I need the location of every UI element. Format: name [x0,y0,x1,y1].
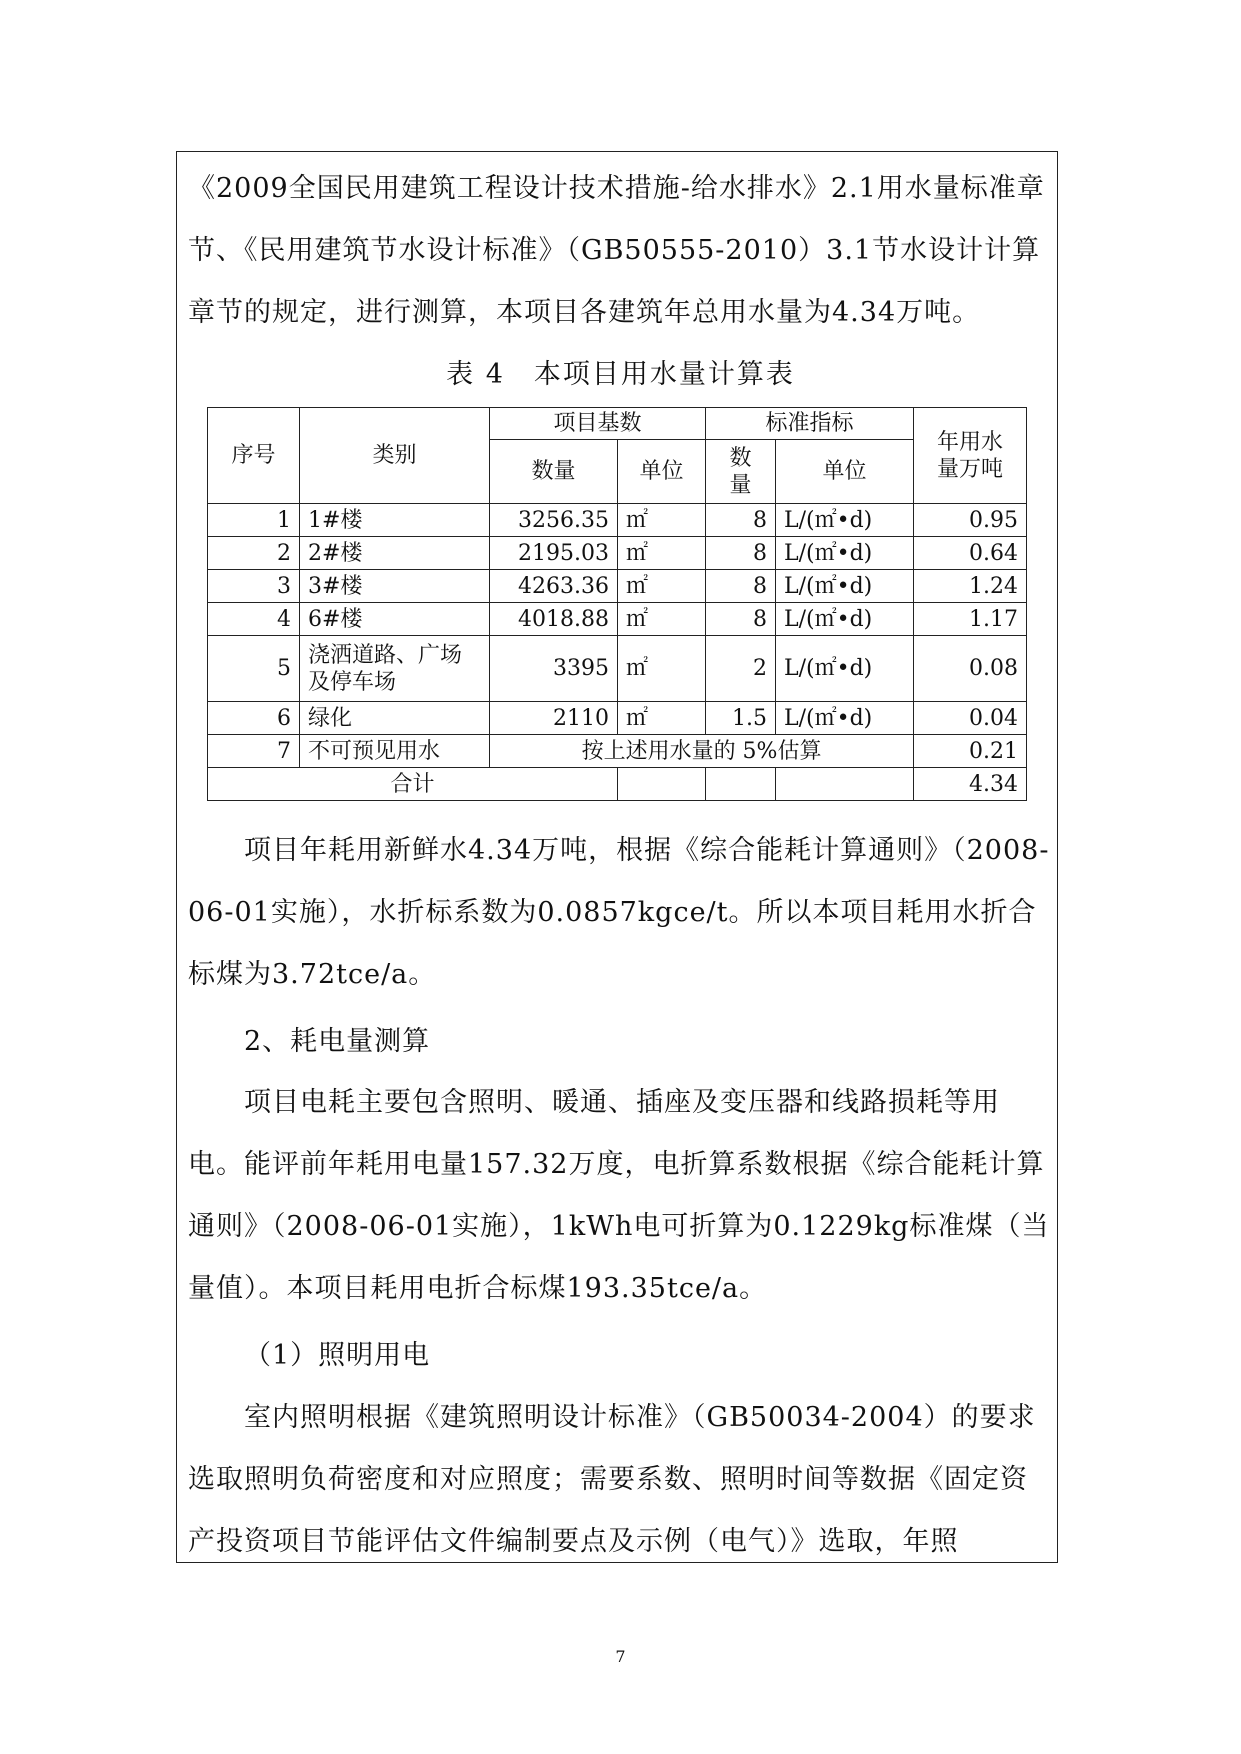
cell-qty: 3256.35 [490,504,618,537]
cell-std-qty: 8 [706,570,776,603]
electric-heading: 2、耗电量测算 [244,1026,431,1057]
table-row-total [208,768,1027,801]
header-std-qty: 数量 [706,440,776,504]
total-empty-cell [618,768,706,801]
table-row-unforeseen [208,735,1027,768]
header-std-group: 标准指标 [706,408,914,440]
cell-std-qty: 8 [706,603,776,636]
cell-std-qty: 2 [706,636,776,702]
cell-estimate-note: 按上述用水量的 5%估算 [490,735,914,768]
water-paragraph: 项目年耗用新鲜水4.34万吨，根据《综合能耗计算通则》（2008-06-01实施），水折标系数为0.0857kgce/t。所以本项目耗用水折合标煤为3.72tce/a。 [188,835,1050,990]
table-row [208,636,1027,702]
header-annual: 年用水量万吨 [914,408,1027,504]
cell-annual: 0.95 [914,504,1027,537]
header-base-group: 项目基数 [490,408,706,440]
cell-seq: 4 [208,603,300,636]
cell-annual: 0.08 [914,636,1027,702]
cell-std-unit: L/(㎡•d) [776,702,914,735]
cell-std-unit: L/(㎡•d) [776,636,914,702]
cell-std-unit: L/(㎡•d) [776,570,914,603]
cell-category: 不可预见用水 [300,735,490,768]
cell-qty: 4263.36 [490,570,618,603]
water-usage-table [207,407,1027,801]
cell-category: 2#楼 [300,537,490,570]
total-annual: 4.34 [914,768,1027,801]
table-row [208,702,1027,735]
cell-seq: 1 [208,504,300,537]
total-empty-cell [776,768,914,801]
lighting-heading: （1）照明用电 [244,1340,431,1371]
table-row [208,537,1027,570]
page-number: 7 [615,1647,626,1666]
cell-seq: 2 [208,537,300,570]
cell-seq: 6 [208,702,300,735]
cell-std-unit: L/(㎡•d) [776,603,914,636]
cell-qty: 2110 [490,702,618,735]
table-row [208,504,1027,537]
cell-seq: 7 [208,735,300,768]
total-empty-cell [706,768,776,801]
header-category: 类别 [300,408,490,504]
cell-category: 浇洒道路、广场及停车场 [300,636,490,702]
table-caption: 表 4 本项目用水量计算表 [446,359,795,390]
cell-seq: 5 [208,636,300,702]
header-seq: 序号 [208,408,300,504]
total-label: 合计 [208,768,618,801]
cell-annual: 1.17 [914,603,1027,636]
cell-unit: ㎡ [618,570,706,603]
cell-qty: 2195.03 [490,537,618,570]
table-row [208,603,1027,636]
cell-unit: ㎡ [618,537,706,570]
cell-category: 绿化 [300,702,490,735]
cell-std-qty: 8 [706,504,776,537]
cell-unit: ㎡ [618,504,706,537]
cell-std-unit: L/(㎡•d) [776,504,914,537]
cell-unit: ㎡ [618,702,706,735]
intro-paragraph: 《2009全国民用建筑工程设计技术措施-给水排水》2.1用水量标准章节、《民用建筑节水设计标准》（GB50555-2010）3.1节水设计计算章节的规定，进行测算，本项目各建筑年总用水量为4.34万吨。 [188,173,1045,328]
cell-seq: 3 [208,570,300,603]
table-row [208,570,1027,603]
cell-annual: 0.04 [914,702,1027,735]
cell-category: 3#楼 [300,570,490,603]
cell-qty: 4018.88 [490,603,618,636]
cell-std-qty: 8 [706,537,776,570]
header-unit: 单位 [618,440,706,504]
lighting-paragraph: 室内照明根据《建筑照明设计标准》（GB50034-2004）的要求选取照明负荷密度和对应照度；需要系数、照明时间等数据《固定资产投资项目节能评估文件编制要点及示例（电气）》选取，年照 [188,1402,1036,1557]
cell-category: 6#楼 [300,603,490,636]
cell-qty: 3395 [490,636,618,702]
cell-unit: ㎡ [618,636,706,702]
cell-annual: 1.24 [914,570,1027,603]
header-qty: 数量 [490,440,618,504]
cell-annual: 0.21 [914,735,1027,768]
header-row-1 [208,408,1027,440]
cell-category: 1#楼 [300,504,490,537]
cell-std-qty: 1.5 [706,702,776,735]
cell-std-unit: L/(㎡•d) [776,537,914,570]
cell-annual: 0.64 [914,537,1027,570]
header-std-unit: 单位 [776,440,914,504]
electric-paragraph: 项目电耗主要包含照明、暖通、插座及变压器和线路损耗等用电。能评前年耗用电量157.32万度，电折算系数根据《综合能耗计算通则》（2008-06-01实施），1kWh电可折算为0.1229kg标准煤（当量值）。本项目耗用电折合标煤193.35tce/a。 [188,1087,1050,1304]
cell-unit: ㎡ [618,603,706,636]
